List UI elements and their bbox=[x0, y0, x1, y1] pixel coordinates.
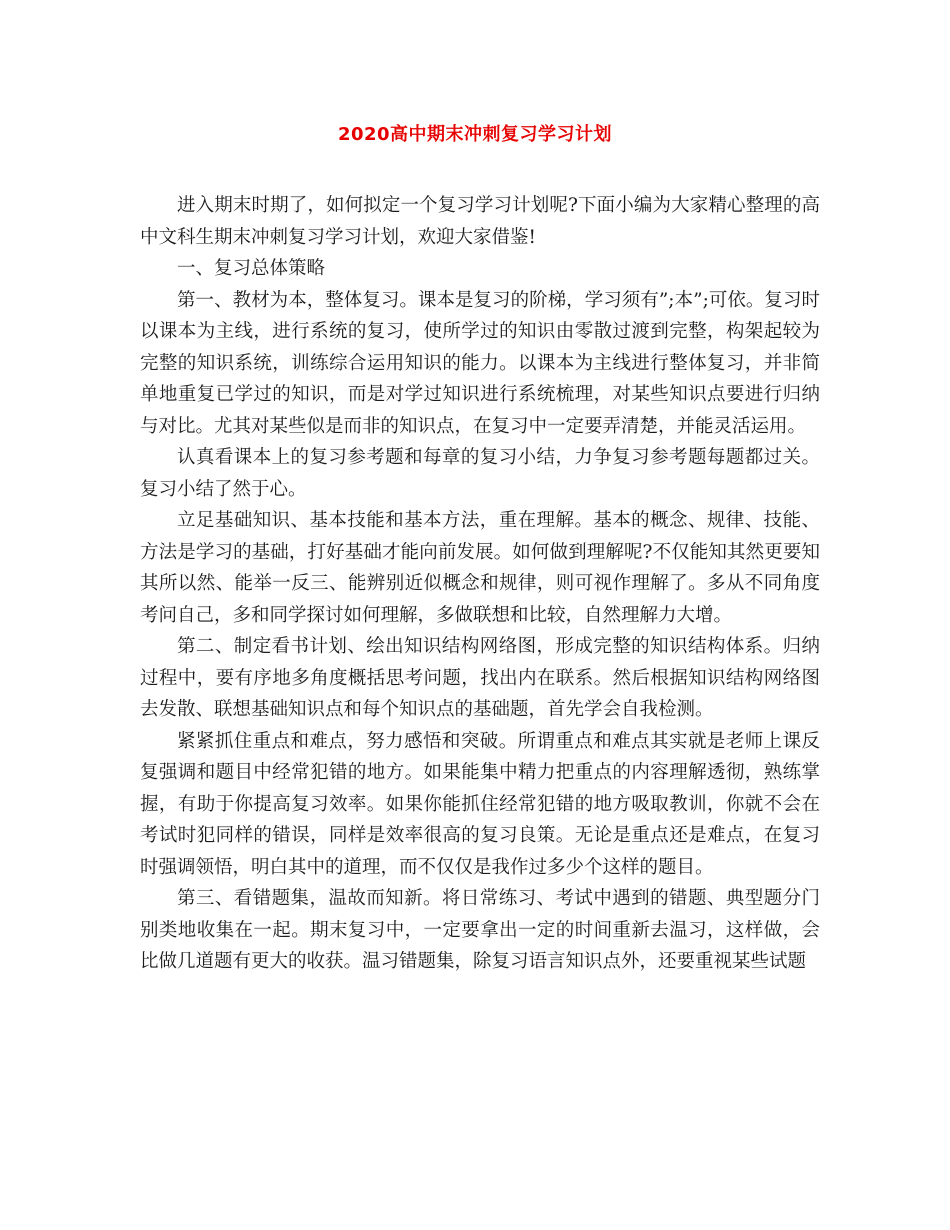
paragraph-basics: 立足基础知识、基本技能和基本方法，重在理解。基本的概念、规律、技能、方法是学习的基础，打好基础才能向前发展。如何做到理解呢?不仅能知其然更要知其所以然、能举一反三、能辨别近似概念和规律，则可视作理解了。多从不同角度考问自己，多和同学探讨如何理解，多做联想和比较，自然理解力大增。 bbox=[140, 510, 820, 626]
document-title: 2020高中期末冲刺复习学习计划 bbox=[337, 124, 613, 145]
section-heading-strategy: 一、复习总体策略 bbox=[177, 258, 326, 279]
document-body bbox=[140, 190, 820, 978]
paragraph-first: 第一、教材为本，整体复习。课本是复习的阶梯，学习须有”;本”;可依。复习时以课本为主线，进行系统的复习，使所学过的知识由零散过渡到完整，构架起较为完整的知识系统，训练综合运用知识的能力。以课本为主线进行整体复习，并非简单地重复已学过的知识，而是对学过知识进行系统梳理，对某些知识点要进行归纳与对比。尤其对某些似是而非的知识点，在复习中一定要弄清楚，并能灵活运用。 bbox=[140, 289, 820, 437]
paragraph-key-points: 紧紧抓住重点和难点，努力感悟和突破。所谓重点和难点其实就是老师上课反复强调和题目中经常犯错的地方。如果能集中精力把重点的内容理解透彻，熟练掌握，有助于你提高复习效率。如果你能抓住经常犯错的地方吸取教训，你就不会在考试时犯同样的错误，同样是效率很高的复习良策。无论是重点还是难点，在复习时强调领悟，明白其中的道理，而不仅仅是我作过多少个这样的题目。 bbox=[140, 730, 820, 878]
paragraph-second: 第二、制定看书计划、绘出知识结构网络图，形成完整的知识结构体系。归纳过程中，要有序地多角度概括思考问题，找出内在联系。然后根据知识结构网络图去发散、联想基础知识点和每个知识点的基础题，首先学会自我检测。 bbox=[140, 636, 820, 720]
paragraph-review-questions: 认真看课本上的复习参考题和每章的复习小结，力争复习参考题每题都过关。复习小结了然于心。 bbox=[140, 447, 820, 500]
paragraph-intro: 进入期末时期了，如何拟定一个复习学习计划呢?下面小编为大家精心整理的高中文科生期末冲刺复习学习计划，欢迎大家借鉴! bbox=[140, 195, 820, 248]
paragraph-third: 第三、看错题集，温故而知新。将日常练习、考试中遇到的错题、典型题分门别类地收集在一起。期末复习中，一定要拿出一定的时间重新去温习，这样做，会比做几道题有更大的收获。温习错题集，除复习语言知识点外，还要重视某些试题 bbox=[140, 888, 820, 972]
